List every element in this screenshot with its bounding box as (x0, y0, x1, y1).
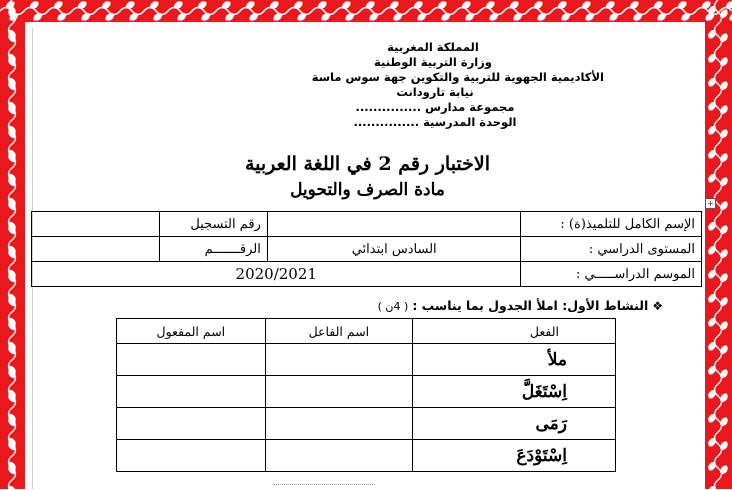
registration-label: رقم التسجيل (160, 212, 267, 237)
verb-cell: رَمَى (413, 408, 616, 440)
table-row (117, 376, 616, 408)
number-field[interactable] (32, 237, 160, 262)
passive-participle-answer[interactable] (117, 376, 266, 408)
registration-field[interactable] (32, 212, 160, 237)
student-info-table (31, 211, 702, 287)
activity-1-label: النشاط الأول: املأ الجدول بما يناسب : (412, 298, 649, 313)
active-participle-answer[interactable] (265, 376, 412, 408)
table-row (117, 344, 616, 376)
exam-subject: مادة الصرف والتحويل (290, 180, 445, 200)
table-row (32, 237, 702, 262)
header-verb: الفعل (413, 319, 616, 344)
verb-cell: اِسْتَوْدَعَ (413, 440, 616, 472)
table-row (32, 212, 702, 237)
header-passive-participle: اسم المفعول (117, 319, 266, 344)
level-label: المستوى الدراسي : (521, 237, 702, 262)
passive-participle-answer[interactable] (117, 344, 266, 376)
ministry-line: وزارة التربية الوطنية (374, 55, 492, 69)
number-label: الرقـــــــم (160, 237, 267, 262)
passive-participle-answer[interactable] (117, 440, 266, 472)
student-name-label: الإسم الكامل للتلميذ(ة) : (521, 212, 702, 237)
active-participle-answer[interactable] (265, 440, 412, 472)
vine-leaf (728, 12, 732, 23)
active-participle-answer[interactable] (265, 408, 412, 440)
table-row (117, 408, 616, 440)
directorate-line: نيابة تارودانت (396, 85, 474, 99)
verb-cell: ملأ (413, 344, 616, 376)
vine-stem (0, 8, 732, 15)
verb-derivation-table (116, 318, 616, 472)
student-name-field[interactable] (267, 212, 521, 237)
school-unit-line: الوحدة المدرسية ............... (353, 115, 517, 129)
verb-cell: اِسْتَغَلَّ (413, 376, 616, 408)
active-participle-answer[interactable] (265, 344, 412, 376)
school-group-line: مجموعة مدارس ............... (355, 100, 515, 114)
table-row (32, 262, 702, 287)
table-move-handle-icon[interactable]: + (705, 198, 716, 209)
table-row (117, 440, 616, 472)
exam-title: الاختبار رقم 2 في اللغة العربية (244, 153, 491, 175)
level-value: السادس ابتدائي (267, 237, 521, 262)
school-year-label: الموسم الدراســـــي : (521, 262, 702, 287)
header-active-participle: اسم الفاعل (265, 319, 412, 344)
academy-line: الأكاديمية الجهوية للتربية والتكوين جهة سوس ماسة (311, 70, 604, 84)
kingdom-line: المملكة المغربية (387, 40, 479, 54)
diamond-bullet-icon: ❖ (652, 299, 663, 313)
next-activity-cutoff (273, 484, 373, 490)
school-year-value: 2020/2021 (32, 262, 521, 287)
table-header-row (117, 319, 616, 344)
official-header (33, 40, 702, 130)
passive-participle-answer[interactable] (117, 408, 266, 440)
activity-1-instruction (378, 298, 663, 313)
vine-leaf (707, 484, 718, 489)
activity-1-points: ( 4ن ) (377, 300, 409, 313)
exam-page (32, 28, 702, 489)
